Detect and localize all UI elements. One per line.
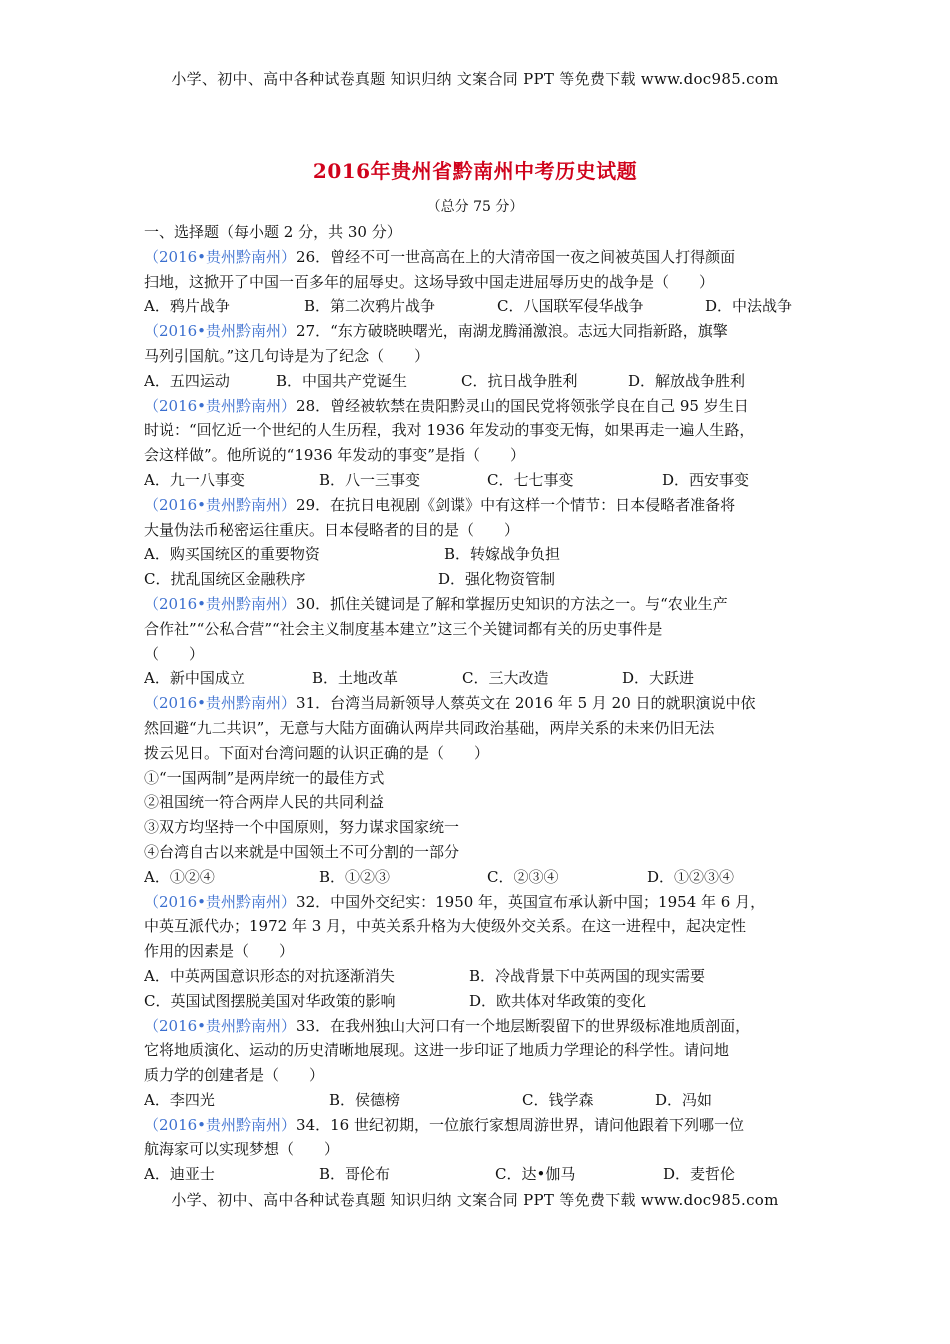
option-c: C．钱学森 (522, 1090, 594, 1109)
question-27-line-1: （2016•贵州黔南州）27．“东方破晓映曙光，南湖龙腾涌激浪。志远大同指新路，旗擎 (144, 322, 728, 341)
option-b: B．八一三事变 (319, 470, 421, 489)
option-b: B．哥伦布 (319, 1165, 391, 1184)
question-33-line-3: 质力学的创建者是（ ） (144, 1066, 325, 1085)
section-heading: 一、选择题（每小题 2 分，共 30 分） (144, 223, 402, 241)
question-30-line-3: （ ） (144, 644, 205, 663)
question-34-options (144, 1162, 812, 1187)
question-31-line-1: （2016•贵州黔南州）31．台湾当局新领导人蔡英文在 2016 年 5 月 20 日的就职演说中依 (144, 694, 756, 713)
question-30-line-1: （2016•贵州黔南州）30．抓住关键词是了解和掌握历史知识的方法之一。与“农业生产 (144, 594, 728, 613)
source-tag: （2016•贵州黔南州） (144, 694, 297, 713)
option-d: D．解放战争胜利 (628, 371, 746, 390)
source-tag: （2016•贵州黔南州） (144, 396, 297, 415)
option-a: A．鸦片战争 (144, 297, 230, 316)
option-d: D．西安事变 (662, 470, 750, 489)
option-d: D．①②③④ (647, 867, 735, 886)
question-27-line-2: 马列引国航。”这几句诗是为了纪念（ ） (144, 346, 430, 365)
page-header: 小学、初中、高中各种试卷真题 知识归纳 文案合同 PPT 等免费下载 www.doc985.com (171, 70, 779, 88)
option-a: A．购买国统区的重要物资 (144, 545, 320, 564)
option-d: D．强化物资管制 (438, 570, 556, 589)
option-c: C．八国联军侵华战争 (497, 297, 644, 316)
question-26-options (144, 294, 812, 319)
question-28-line-3: 会这样做”。他所说的“1936 年发动的事变”是指（ ） (144, 446, 525, 465)
question-29-line-1: （2016•贵州黔南州）29．在抗日电视剧《剑谍》中有这样一个情节：日本侵略者准备将 (144, 495, 736, 514)
option-a: A．中英两国意识形态的对抗逐渐消失 (144, 966, 395, 985)
question-26-line-1: （2016•贵州黔南州）26．曾经不可一世高高在上的大清帝国一夜之间被英国人打得颜面 (144, 247, 736, 266)
option-d: D．大跃进 (622, 669, 695, 688)
option-b: B．冷战背景下中英两国的现实需要 (469, 966, 706, 985)
source-tag: （2016•贵州黔南州） (144, 892, 297, 911)
question-32-line-2: 中英互派代办；1972 年 3 月，中英关系升格为大使级外交关系。在这一进程中，起决定性 (144, 917, 747, 936)
question-26-line-2: 扫地，这掀开了中国一百多年的屈辱史。这场导致中国走进屈辱历史的战争是（ ） (144, 272, 715, 291)
option-b: B．①②③ (319, 867, 391, 886)
option-c: C．抗日战争胜利 (461, 371, 578, 390)
source-tag: （2016•贵州黔南州） (144, 594, 297, 613)
total-score: （总分 75 分） (426, 199, 524, 215)
question-29-line-2: 大量伪法币秘密运往重庆。日本侵略者的目的是（ ） (144, 520, 520, 539)
question-31-item-3: ③双方均坚持一个中国原则，努力谋求国家统一 (144, 818, 460, 837)
question-31-options (144, 865, 812, 890)
question-28-line-1: （2016•贵州黔南州）28．曾经被软禁在贵阳黔灵山的国民党将领张学良在自己 95 岁生日 (144, 396, 749, 415)
option-c: C．七七事变 (487, 470, 574, 489)
option-d: D．麦哲伦 (663, 1165, 736, 1184)
option-a: A．①②④ (144, 867, 215, 886)
source-tag: （2016•贵州黔南州） (144, 495, 297, 514)
question-28-options (144, 468, 812, 493)
question-29-options-1 (144, 542, 812, 567)
question-32-options-1 (144, 964, 812, 989)
question-32-options-2 (144, 989, 812, 1014)
source-tag: （2016•贵州黔南州） (144, 247, 297, 266)
question-31-item-2: ②祖国统一符合两岸人民的共同利益 (144, 793, 385, 812)
question-27-options (144, 369, 812, 394)
question-30-options (144, 666, 812, 691)
option-a: A．李四光 (144, 1090, 215, 1109)
option-c: C．达•伽马 (495, 1165, 576, 1184)
question-33-line-1: （2016•贵州黔南州）33．在我州独山大河口有一个地层断裂留下的世界级标准地质剖面， (144, 1016, 751, 1035)
question-31-item-4: ④台湾自古以来就是中国领土不可分割的一部分 (144, 842, 460, 861)
question-list (144, 220, 812, 1187)
option-b: B．第二次鸦片战争 (304, 297, 436, 316)
question-34-line-1: （2016•贵州黔南州）34．16 世纪初期，一位旅行家想周游世界，请问他跟着下列哪一位 (144, 1115, 744, 1134)
option-a: A．五四运动 (144, 371, 230, 390)
option-a: A．迪亚士 (144, 1165, 215, 1184)
option-c: C．扰乱国统区金融秩序 (144, 570, 306, 589)
question-29-options-2 (144, 567, 812, 592)
source-tag: （2016•贵州黔南州） (144, 1016, 297, 1035)
question-31-item-1: ①“一国两制”是两岸统一的最佳方式 (144, 768, 385, 787)
option-c: C．英国试图摆脱美国对华政策的影响 (144, 991, 396, 1010)
question-33-options (144, 1088, 812, 1113)
option-b: B．侯德榜 (329, 1090, 401, 1109)
source-tag: （2016•贵州黔南州） (144, 322, 297, 341)
option-b: B．中国共产党诞生 (276, 371, 408, 390)
question-31-line-2: 然回避“九二共识”，无意与大陆方面确认两岸共同政治基础，两岸关系的未来仍旧无法 (144, 718, 715, 737)
option-d: D．冯如 (655, 1090, 713, 1109)
question-32-line-1: （2016•贵州黔南州）32．中国外交纪实：1950 年，英国宣布承认新中国；1954 年 6 月， (144, 892, 766, 911)
option-b: B．转嫁战争负担 (444, 545, 561, 564)
source-tag: （2016•贵州黔南州） (144, 1115, 297, 1134)
question-31-line-3: 拨云见日。下面对台湾问题的认识正确的是（ ） (144, 743, 490, 762)
question-33-line-2: 它将地质演化、运动的历史清晰地展现。这进一步印证了地质力学理论的科学性。请问地 (144, 1041, 730, 1060)
option-d: D．中法战争 (705, 297, 793, 316)
question-28-line-2: 时说：“回忆近一个世纪的人生历程，我对 1936 年发动的事变无悔，如果再走一遍人生路， (144, 421, 755, 440)
option-c: C．三大改造 (462, 669, 549, 688)
question-34-line-2: 航海家可以实现梦想（ ） (144, 1140, 340, 1159)
option-a: A．新中国成立 (144, 669, 245, 688)
option-d: D．欧共体对华政策的变化 (469, 991, 647, 1010)
page-title: 2016年贵州省黔南州中考历史试题 (312, 159, 638, 183)
question-32-line-3: 作用的因素是（ ） (144, 942, 295, 961)
option-a: A．九一八事变 (144, 470, 245, 489)
option-b: B．土地改革 (312, 669, 399, 688)
option-c: C．②③④ (487, 867, 559, 886)
page-footer: 小学、初中、高中各种试卷真题 知识归纳 文案合同 PPT 等免费下载 www.doc985.com (171, 1191, 779, 1209)
question-30-line-2: 合作社”“公私合营”“社会主义制度基本建立”这三个关键词都有关的历史事件是 (144, 619, 663, 638)
